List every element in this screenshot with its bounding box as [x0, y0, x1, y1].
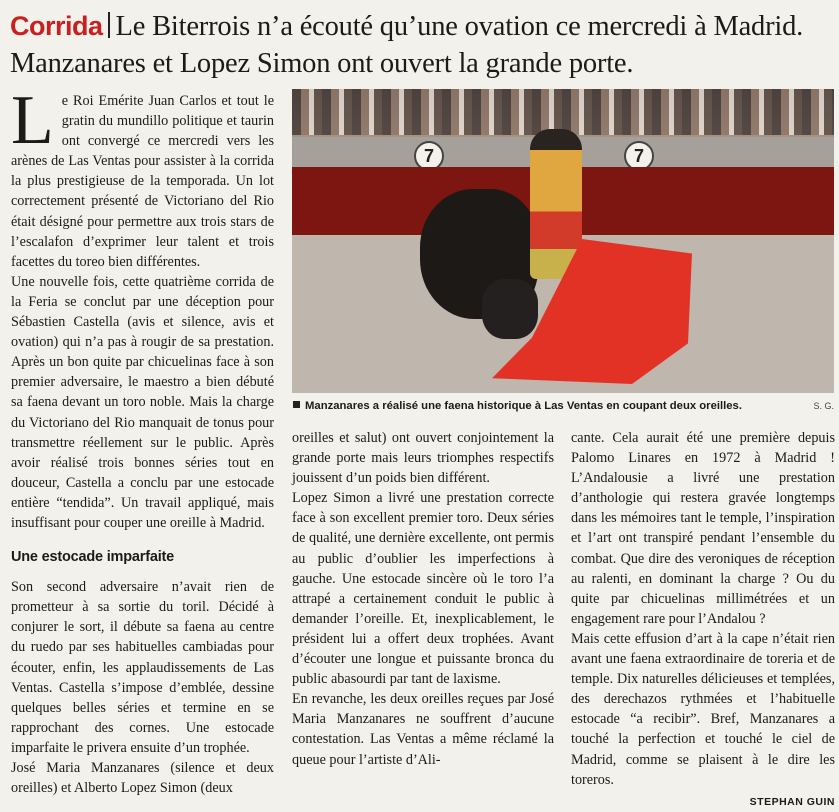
- paragraph: José Maria Manzanares (silence et deux oreilles) et Alberto Lopez Simon (deux: [11, 760, 274, 797]
- subheading: Une estocade imparfaite: [11, 549, 175, 566]
- article-column-2: [292, 428, 554, 770]
- gate-number-right: 7: [624, 141, 654, 171]
- paragraph: oreilles et salut) ont ouvert conjointement la grande porte mais leurs triomphes respectifs jouissent d’un poids bien différent.: [292, 430, 554, 487]
- caption-text: Manzanares a réalisé une faena historique à Las Ventas en coupant deux oreilles.: [305, 400, 742, 412]
- bull-head: [482, 279, 538, 339]
- paragraph: Mais cette effusion d’art à la cape n’était rien avant une faena extraordinaire de toreria et de temple. Dix naturelles délicieuses et templées, des derechazos rythmées et l’habituelle estocade “a recibir”. Bref, Manzanares a touché la perfection et touché le ciel de Madrid, comme se plaisent à le dire les toreros.: [571, 630, 835, 788]
- paragraph: Lopez Simon a livré une prestation correcte face à son excellent premier toro. Deux séries de qualité, une dernière excellente, ont permis au public d’oublier les imperfections à gauche. Une estocade sincère où le toro l’a attrapé a certainement conduit le public à demander l’oreille. Et, inexplicablement, le président lui a offert deux trophées. Avant d’écouter une longue et puissante bronca du public abasourdi par tant de laxisme.: [292, 490, 554, 688]
- paragraph: cante. Cela aurait été une première depuis Palomo Linares en 1972 à Madrid ! L’Andalousie a livré une prestation d’anthologie qui restera gravée longtemps dans les mémoires tant le temple, l’inspiration et l’art ont transpiré pendant l’ensemble du combat. Que dire des veroniques de réception au ralenti, en dominant la charge ? Ou du quite par chicuelinas millimétrées et un engagement rare pour l’Andalou ?: [571, 430, 835, 627]
- paragraph: Une nouvelle fois, cette quatrième corrida de la Feria se conclut par une déception pour Sébastien Castella (avis et silence, avis et ovation) qui n’a pas à rougir de sa prestation. Après un bon quite par chicuelinas face à son premier adversaire, le maestro a bien débuté sa faena devant un toro noble. Mais la charge du Victoriano del Rio manquait de tonus pour transmettre réellement sur le public. Après avoir réalisé trois bonnes séries tout en douceur, Castella a conclu par une estocade entière “tendida”. Un travail appliqué, mais insuffisant pour couper une oreille à Madrid.: [11, 273, 274, 531]
- gate-number-left: 7: [414, 141, 444, 171]
- headline: [10, 8, 832, 82]
- bullfight-photo: [292, 89, 834, 393]
- caption-bullet: [293, 401, 300, 408]
- kicker-separator: [108, 12, 110, 38]
- paragraph: e Roi Emérite Juan Carlos et tout le gratin du mundillo politique et taurin ont convergé ce mercredi vers les arènes de Las Ventas pour assister à la corrida la plus prestigieuse de la temporada. Un lot correctement présenté de Victoriano del Rio était désigné pour permettre aux trois stars de l’escalafon d’exprimer leur talent et trois facettes du toreo bien différentes.: [11, 93, 274, 270]
- photo-credit: S. G.: [813, 401, 834, 411]
- dropcap: L: [11, 82, 54, 159]
- photo-caption: [293, 399, 834, 413]
- kicker: Corrida: [10, 11, 103, 41]
- article-column-1: [11, 82, 274, 798]
- paragraph: En revanche, les deux oreilles reçues par José Maria Manzanares ne souffrent d’aucune contestation. Las Ventas a même réclamé la queue pour l’artiste d’Ali-: [292, 691, 554, 768]
- headline-text: Le Biterrois n’a écouté qu’une ovation ce mercredi à Madrid. Manzanares et Lopez Simon ont ouvert la grande porte.: [10, 11, 804, 79]
- article-column-3: [571, 428, 835, 812]
- paragraph: Son second adversaire n’avait rien de prometteur à sa sortie du toril. Décidé à conjurer le sort, il débute sa faena au centre du ruedo par ses habituelles cambiadas pour écouter, enfin, les applaudissements de Las Ventas. Castella s’impose d’emblée, dessine quelques belles séries et termine en se rapprochant des cornes. Une estocade imparfaite le privera ensuite d’un trophée.: [11, 579, 274, 756]
- author-signature: STEPHAN GUIN: [749, 795, 835, 808]
